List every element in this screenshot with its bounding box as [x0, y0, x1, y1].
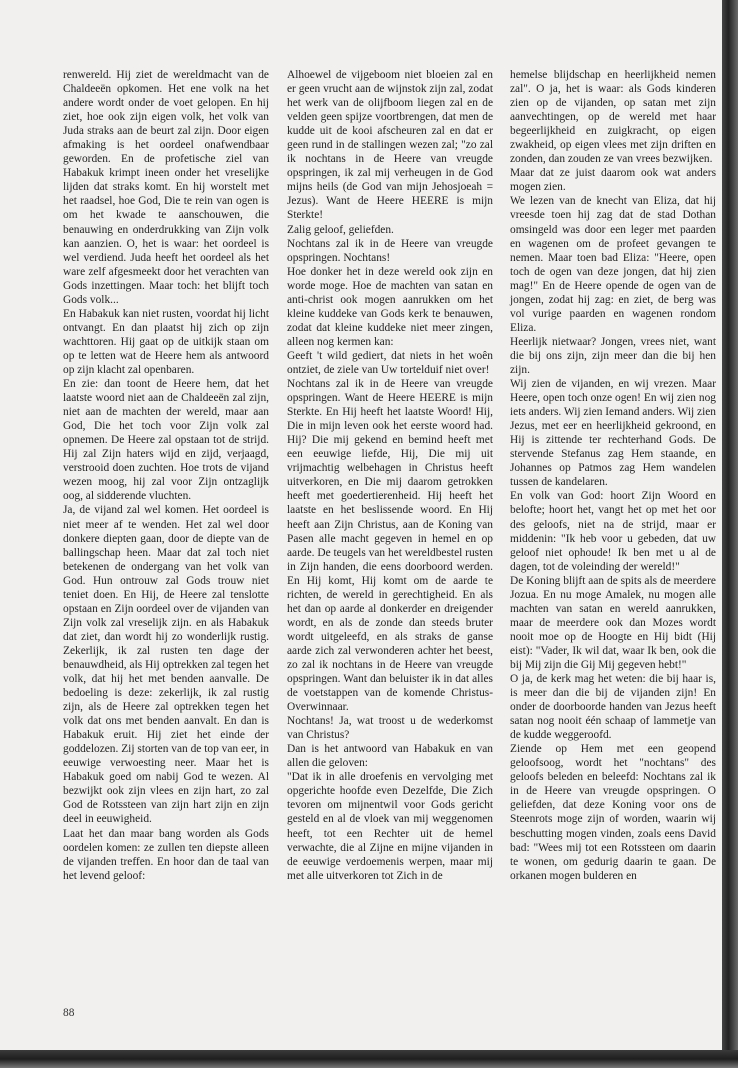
paragraph: Alhoewel de vijgeboom niet bloeien zal en er geen vrucht aan de wijnstok zijn zal, zodat het werk van de olijfboom liegen zal en de velden geen spijze voortbrengen, dat men de kudde uit de kooi afscheuren zal en dat er geen rund in de stallingen wezen zal; "zo zal ik nochtans in de Heere van vreugde opspringen, ik zal mij verheugen in de God mijns heils (de God van mijn Jehosjoeah = Jezus). Want de Heere HEERE is mijn Sterkte! [287, 69, 493, 222]
paragraph: Maar dat ze juist daarom ook wat anders mogen zien. [510, 167, 716, 194]
text-column-right [510, 68, 716, 883]
paragraph: Laat het dan maar bang worden als Gods oordelen komen: ze zullen ten diepste alleen de vijanden treffen. En hoor dan de taal van het levend geloof: [63, 827, 269, 882]
paragraph: Ja, de vijand zal wel komen. Het oordeel is niet meer af te wenden. Het zal wel door donkere diepten gaan, door de diepte van de ballingschap heen. Maar dat zal toch niet betekenen de ondergang van het volk van God. Hun ontrouw zal Gods trouw niet teniet doen. En Hij, de Heere zal tenslotte opstaan en Zijn oordeel over de vijanden van Zijn volk zal vreselijk zijn. en als Habakuk dat ziet, dan wordt hij zo wonderlijk rustig. Zekerlijk, ik zal rusten ten dage der benauwdheid, als Hij optrekken zal tegen het volk, dat hij het met benden aanvalle. De bedoeling is deze: zekerlijk, ik zal rustig zijn, als de Heere zal optrekken tegen het volk dat ons met benden aanvalt. En dan is Habakuk eruit. Hij ziet het einde der goddelozen. Zij storten van de top van eer, in eeuwige verwoesting neer. Maar het is Habakuk goed om nabij God te wezen. Al bezwijkt ook zijn vlees en zijn hart, zo zal God de Rotssteen van zijn hart zijn en zijn deel in eeuwigheid. [63, 504, 269, 826]
scan-edge-right [722, 0, 738, 1068]
paragraph: We lezen van de knecht van Eliza, dat hij vreesde toen hij zag dat de stad Dothan omsingeld was door een leger met paarden en wagenen om de profeet gevangen te nemen. Maar toen bad Eliza: "Heere, open toch de ogen van deze jongen, dat hij zien mag!" En de Heere opende de ogen van de jongen, zodat hij zag: en ziet, de berg was vol vurige paarden en wagenen rondom Eliza. [510, 195, 716, 334]
paragraph: Ziende op Hem met een geopend geloofsoog, wordt het "nochtans" des geloofs beleden en beleefd: Nochtans zal ik in de Heere van vreugde opspringen. O geliefden, dat deze Koning voor ons de Steenrots moge zijn of worden, waarin wij beschutting mogen vinden, zoals eens David bad: "Wees mij tot een Rotssteen om daarin te wonen, om gedurig daarin te gaan. De orkanen mogen bulderen en [510, 743, 716, 882]
paragraph: Nochtans zal ik in de Heere van vreugde opspringen. Want de Heere HEERE is mijn Sterkte. En Hij heeft het laatste Woord! Hij, Die in mijn leven ook het eerste woord had. Hij? Die mij gekend en bemind heeft met een eeuwige liefde, Hij, Die mij uit vrijmachtig welbehagen in Christus heeft uitverkoren, en Die mij daarom getrokken heeft met goedertierenheid. Hij heeft het laatste en het beslissende woord. En Hij heeft aan Zijn Christus, aan de Koning van Pasen alle macht gegeven in hemel en op aarde. De teugels van het wereldbestel rusten in Zijn handen, die eens doorboord werden. En Hij komt, Hij komt om de aarde te richten, de wereld in gerechtigheid. En als het dan op aarde al donkerder en dreigender wordt, en als de zonde dan steeds bruter wordt uitgeleefd, en als straks de ganse aarde zich zal verwonderen achter het beest, zo zal ik nochtans in de Heere van vreugde opspringen. Want dan beluister ik in dat alles de voetstappen van de komende Christus-Overwinnaar. [287, 378, 493, 714]
scan-edge-bottom [0, 1050, 738, 1068]
paragraph: De Koning blijft aan de spits als de meerdere Jozua. En nu moge Amalek, nu mogen alle machten van satan en wereld aanrukken, maar de meerdere ook dan Mozes wordt nooit moe op de Hoogte en Hij bidt (Hij eist): "Vader, Ik wil dat, waar Ik ben, ook die bij Mij zijn die Gij Mij gegeven hebt!" [510, 574, 716, 671]
paragraph: En volk van God: hoort Zijn Woord en belofte; hoort het, vangt het op met het oor des geloofs, niet na de strijd, maar er middenin: "Ik heb voor u gebeden, dat uw geloof niet ophoude! Ik ben met u al de dagen, tot de voleinding der wereld!" [510, 490, 716, 573]
page-number: 88 [63, 1007, 75, 1019]
paragraph: Geeft 't wild gediert, dat niets in het woên ontziet, de ziele van Uw tortelduif niet over! [287, 349, 493, 376]
paragraph: "Dat ik in alle droefenis en vervolging met opgerichte hoofde even Dezelfde, Die Zich tevoren om mijnentwil voor Gods gericht gesteld en al de vloek van mij weggenomen heeft, tot een Rechter uit de hemel verwachte, die al Zijne en mijne vijanden in de eeuwige verdoemenis werpen, maar mij met alle uitverkoren tot Zich in de [287, 771, 493, 882]
paragraph: Wij zien de vijanden, en wij vrezen. Maar Heere, open toch onze ogen! En wij zien nog iets anders. Wij zien Iemand anders. Wij zien Jezus, met eer en heerlijkheid gekroond, en Hij is zittende ter rechterhand Gods. De stervende Stefanus zag Hem staande, en Johannes op Patmos zag Hem wandelen tussen de kandelaren. [510, 378, 716, 489]
paragraph: En Habakuk kan niet rusten, voordat hij licht ontvangt. En dan plaatst hij zich op zijn wachttoren. Hij gaat op de uitkijk staan om op te letten wat de Heere hem als antwoord op zijn klacht zal openbaren. [63, 307, 269, 376]
paragraph: Nochtans! Ja, wat troost u de wederkomst van Christus? [287, 715, 493, 742]
paragraph: Hoe donker het in deze wereld ook zijn en worde moge. Hoe de machten van satan en anti-christ ook mogen aanrukken om het kleine kuddeke van Gods kerk te benauwen, zodat dat kleine kuddeke niet meer zingen, alleen nog kermen kan: [287, 265, 493, 348]
paragraph: hemelse blijdschap en heerlijkheid nemen zal". O ja, het is waar: als Gods kinderen zien op de vijanden, op satan met zijn aanvechtingen, op de wereld met haar begeerlijkheid en zuigkracht, op eigen zwakheid, op eigen vlees met zijn driften en zonden, dan zouden ze van vrees bezwijken. [510, 69, 716, 166]
paragraph: Zalig geloof, geliefden. [287, 223, 394, 236]
text-column-middle [287, 68, 493, 883]
paragraph: En zie: dan toont de Heere hem, dat het laatste woord niet aan de Chaldeeën zal zijn, niet aan de machten der wereld, maar aan God, Die het toch voor Zijn volk zal opnemen. De Heere zal opstaan tot de strijd. Hij zal Zijn haters wijd en zijd, verjaagd, verstrooid doen zuchten. Hoe trots de vijand wezen moog, hij zal voor Zijn ontzaglijk oog, al sidderende vluchten. [63, 378, 269, 503]
paragraph: renwereld. Hij ziet de wereldmacht van de Chaldeeën opkomen. Het ene volk na het andere wordt onder de voet gelopen. En hij ziet, hoe ook zijn eigen volk, het volk van Juda straks aan de beurt zal zijn. Door eigen afmaking is het oordeel onafwendbaar geworden. En de profetische ziel van Habakuk krimpt ineen onder het vreselijke lijden dat straks komt. En hij worstelt met het raadsel, hoe God, Die te rein van ogen is om het kwade te aanschouwen, die benauwing en onderdrukking van Zijn volk kan aanzien. O, het is waar: het oordeel is wel verdiend. Juda heeft het oordeel als het ware zelf afgesmeekt door het verachten van Gods inzettingen. Maar toch: het blijft toch Gods volk... [63, 69, 269, 306]
paragraph: O ja, de kerk mag het weten: die bij haar is, is meer dan die bij de vijanden zijn! En onder de doorboorde handen van Jezus heeft satan nog nooit één schaap of lammetje van de kudde weggeroofd. [510, 673, 716, 742]
text-column-left [63, 68, 269, 883]
paragraph: Dan is het antwoord van Habakuk en van allen die geloven: [287, 743, 493, 770]
paragraph: Heerlijk nietwaar? Jongen, vrees niet, want die bij ons zijn, zijn meer dan die bij hen zijn. [510, 335, 716, 376]
paragraph: Nochtans zal ik in de Heere van vreugde opspringen. Nochtans! [287, 237, 493, 264]
